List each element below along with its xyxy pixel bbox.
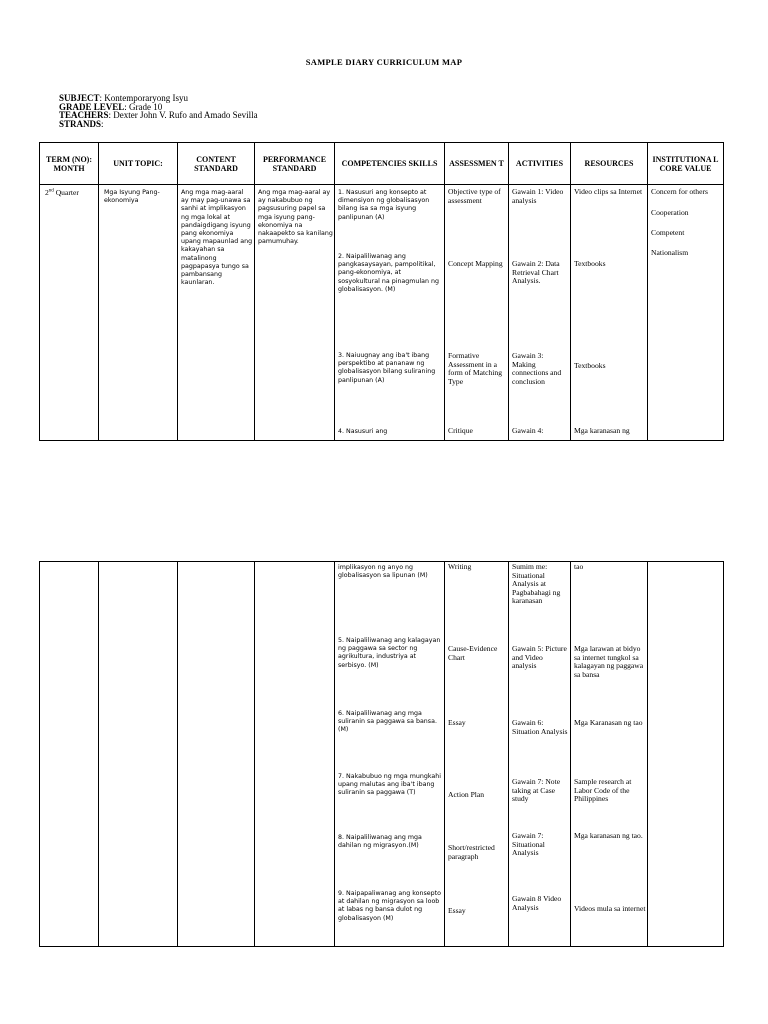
meta-value: :	[101, 118, 104, 129]
activity-item: Gawain 4:	[512, 426, 544, 435]
activity-item: Gawain 6: Situation Analysis	[512, 718, 568, 736]
term-cell	[40, 185, 99, 441]
performance-standard-text: Ang mga mag-aaral ay ay nakabubuo ng pagsusuring papel sa mga isyung pang-ekonomiya na nakaapekto sa kanilang pamumuhay.	[258, 189, 333, 246]
curriculum-map-table-page-1	[39, 142, 724, 441]
header-content-standard: CONTENT STANDARD	[178, 143, 255, 185]
activity-item: Gawain 5: Picture and Video analysis	[512, 644, 567, 671]
core-value-item: Concern for others	[651, 187, 708, 196]
resource-item: Mga Karanasan ng tao	[574, 718, 643, 727]
assessment-item: Essay	[448, 718, 466, 727]
competencies-cell	[335, 562, 445, 947]
resource-item: Sample research at Labor Code of the Philippines	[574, 777, 632, 804]
curriculum-map-table-page-2	[39, 561, 724, 947]
assessment-item: Short/restricted paragraph	[448, 843, 495, 861]
competency-item: 3. Naiuugnay ang iba't ibang perspektibo at pananaw ng globalisasyon bilang suliraning panlipunan (A)	[338, 352, 436, 384]
content-standard-text: Ang mga mag-aaral ay may pag-unawa sa sanhi at implikasyon ng mga lokal at pandaigdigang isyung pang ekonomiya upang mapaunlad ang kakayahan sa matalinong pagpapasya tungo sa pambansang kaunlaran.	[181, 189, 253, 287]
table-row	[40, 185, 724, 441]
competency-item: 7. Nakabubuo ng mga mungkahi upang malutas ang iba't ibang suliranin sa paggawa (T)	[338, 773, 442, 797]
competency-item: 8. Naipaliliwanag ang mga dahilan ng migrasyon.(M)	[338, 834, 422, 850]
competency-item: 4. Nasusuri ang	[338, 428, 388, 435]
resource-item: Mga larawan at bidyo sa internet tungkol sa kalagayan ng paggawa sa bansa	[574, 644, 644, 679]
activity-item: Gawain 7: Note taking at Case study	[512, 777, 561, 804]
resources-cell	[571, 562, 648, 947]
table-row	[40, 562, 724, 947]
activity-item: Gawain 7: Situational Analysis	[512, 831, 545, 858]
resource-item: Mga karanasan ng tao.	[574, 831, 643, 840]
assessment-cell	[445, 562, 509, 947]
assessment-item: Essay	[448, 906, 466, 915]
core-value-item: Nationalism	[651, 248, 689, 257]
term-text	[45, 189, 97, 198]
header-row	[40, 143, 724, 185]
header-resources: RESOURCES	[571, 143, 648, 185]
meta-label: SUBJECT	[59, 93, 100, 103]
activity-item: Sumim me: Situational Analysis at Pagbabahagi ng karanasan	[512, 562, 561, 606]
header-term: TERM (NO): MONTH	[40, 143, 99, 185]
assessment-item: Concept Mapping	[448, 259, 503, 268]
activities-cell	[509, 562, 571, 947]
content-standard-cell	[178, 562, 255, 947]
competency-item: 9. Naipapaliwanag ang konsepto at dahilan ng migrasyon sa loob at labas ng bansa dulot ng globalisasyon (M)	[338, 890, 441, 922]
activity-item: Gawain 2: Data Retrieval Chart Analysis.	[512, 259, 560, 286]
performance-standard-cell	[255, 185, 335, 441]
activity-item: Gawain 1: Video analysis	[512, 187, 564, 205]
assessment-cell	[445, 185, 509, 441]
meta-label: GRADE LEVEL	[59, 101, 125, 112]
competency-item: 5. Naipaliliwanag ang kalagayan ng paggawa sa sector ng agrikultura, industriya at serbisyo. (M)	[338, 637, 441, 669]
header-core-value: INSTITUTIONA L CORE VALUE	[648, 143, 724, 185]
assessment-item: Cause-Evidence Chart	[448, 644, 498, 662]
unit-topic-text: Mga Isyung Pang-ekonomiya	[104, 189, 160, 205]
term-suffix: nd	[48, 188, 54, 194]
core-value-cell	[648, 562, 724, 947]
header-assessment: ASSESSMEN T	[445, 143, 509, 185]
meta-value: : Kontemporaryong Isyu	[99, 93, 188, 103]
document-title: SAMPLE DIARY CURRICULUM MAP	[305, 57, 463, 67]
activities-cell	[509, 185, 571, 441]
assessment-item: Critique	[448, 426, 473, 435]
term-cell	[40, 562, 99, 947]
resource-item: Mga karanasan ng	[574, 426, 630, 435]
competency-item: implikasyon ng anyo ng globalisasyon sa lipunan (M)	[338, 564, 428, 580]
core-value-item: Cooperation	[651, 208, 689, 217]
header-unit-topic: UNIT TOPIC:	[99, 143, 178, 185]
competencies-cell	[335, 185, 445, 441]
performance-standard-cell	[255, 562, 335, 947]
assessment-item: Formative Assessment in a form of Matching Type	[448, 351, 502, 386]
term-number: 2	[45, 188, 49, 197]
competency-item: 6. Naipaliliwanag ang mga suliranin sa paggawa sa bansa.(M)	[338, 710, 437, 734]
resource-item: tao	[574, 562, 584, 571]
meta-strands	[59, 120, 258, 129]
document-meta	[59, 94, 258, 128]
resource-item: Textbooks	[574, 361, 606, 370]
core-value-item: Competent	[651, 228, 685, 237]
header-performance-standard: PERFORMANCE STANDARD	[255, 143, 335, 185]
meta-label: STRANDS	[59, 118, 102, 129]
assessment-item: Writing	[448, 562, 472, 571]
activity-item: Gawain 3: Making connections and conclusion	[512, 351, 562, 386]
header-activities: ACTIVITIES	[509, 143, 571, 185]
content-standard-cell	[178, 185, 255, 441]
term-word: Quarter	[53, 188, 79, 197]
activity-item: Gawain 8 Video Analysis	[512, 894, 562, 912]
competency-item: 2. Naipaliliwanag ang pangkasaysayan, pampolitikal, pang-ekonomiya, at sosyokultural na pinagmulan ng globalisasyon. (M)	[338, 253, 440, 293]
assessment-item: Action Plan	[448, 790, 485, 799]
core-value-cell	[648, 185, 724, 441]
resources-cell	[571, 185, 648, 441]
meta-value: : Grade 10	[124, 101, 163, 112]
assessment-item: Objective type of assessment	[448, 187, 501, 205]
resource-item: Video clips sa Internet	[574, 187, 643, 196]
resource-item: Videos mula sa internet	[574, 904, 646, 913]
unit-topic-cell	[99, 185, 178, 441]
meta-value: : Dexter John V. Rufo and Amado Sevilla	[108, 110, 258, 121]
unit-topic-cell	[99, 562, 178, 947]
header-competencies: COMPETENCIES SKILLS	[335, 143, 445, 185]
meta-label: TEACHERS	[59, 110, 109, 121]
resource-item: Textbooks	[574, 259, 606, 268]
competency-item: 1. Nasusuri ang konsepto at dimensiyon ng globalisasyon bilang isa sa mga isyung panlipunan (A)	[338, 189, 430, 221]
